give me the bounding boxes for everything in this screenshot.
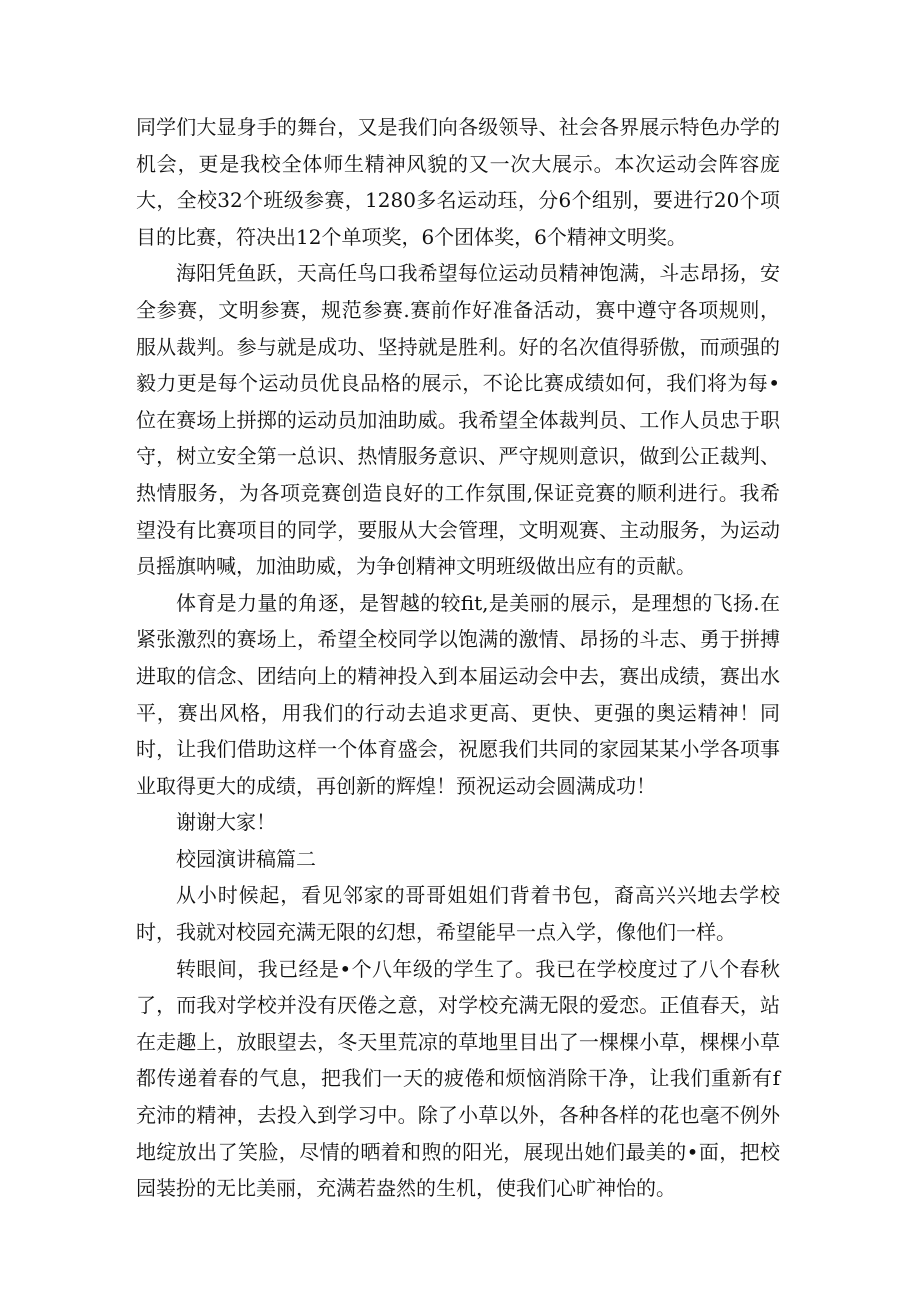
paragraph-thanks: 谢谢大家！ xyxy=(176,810,276,835)
paragraph-childhood: 从小时候起，看见邻家的哥哥姐姐们背着书包，裔高兴兴地去学校时，我就对校园充满无限的幻想，希望能早一点入学，像他们一样。 xyxy=(136,883,780,945)
paragraph-athletes-spirit: 海阳凭鱼跃，天高任鸟口我希望每位运动员精神饱满，斗志昂扬，安全参赛，文明参赛，规范参赛.赛前作好准备活动，赛中遵守各项规则，服从裁判。参与就是成功、坚持就是胜利。好的名次值得骄傲，而顽强的毅力更是每个运动员优良品格的展示，不论比赛成绩如何，我们将为每•位在赛场上拼掷的运动员加油助威。我希望全体裁判员、工作人员忠于职守，树立安全第一总识、热情服务意识、严守规则意识，做到公正裁判、热情服务，为各项竞赛创造良好的工作氛围,保证竞赛的顺利进行。我希望没有比赛项目的同学，要服从大会管理，文明观赛、主动服务，为运动员摇旗呐喊，加油助威，为争创精神文明班级做出应有的贡献。 xyxy=(136,261,780,579)
paragraph-sports-strength: 体育是力量的角逐，是智越的较fit,是美丽的展示，是理想的飞扬.在紧张激烈的赛场上，希望全校同学以饱满的激情、昂扬的斗志、勇于拼搏进取的信念、团结向上的精神投入到本届运动会中去，赛出成绩，赛出水平，赛出风格，用我们的行动去追求更高、更快、更强的奥运精神！同时，让我们借助这样一个体育盛会，祝愿我们共同的家园某某小学各项事业取得更大的成绩，再创新的辉煌！预祝运动会圆满成功！ xyxy=(136,590,780,798)
section-title: 校园演讲稿篇二 xyxy=(176,846,316,871)
document-body xyxy=(136,109,780,1207)
paragraph-continuation: 同学们大显身手的舞台，又是我们向各级领导、社会各界展示特色办学的机会，更是我校全体师生精神风貌的又一次大展示。本次运动会阵容庞大，全校32个班级参赛，1280多名运动珏，分6个组别，要进行20个项目的比赛，符决出12个单项奖，6个团体奖，6个精神文明奖。 xyxy=(136,115,780,249)
paragraph-school-spring: 转眼间，我已经是•个八年级的学生了。我已在学校度过了八个春秋了，而我对学校并没有厌倦之意，对学校充满无限的爱恋。正值春天，站在走趣上，放眼望去，冬天里荒凉的草地里目出了一棵棵小草，棵棵小草都传递着春的气息，把我们一天的疲倦和烦恼消除干净，让我们重新有f充沛的精神，去投入到学习中。除了小草以外，各种各样的花也毫不例外地绽放出了笑脸，尽情的晒着和煦的阳光，展现出她们最美的•面，把校园装扮的无比美丽，充满若盎然的生机，使我们心旷神怡的。 xyxy=(136,956,780,1201)
